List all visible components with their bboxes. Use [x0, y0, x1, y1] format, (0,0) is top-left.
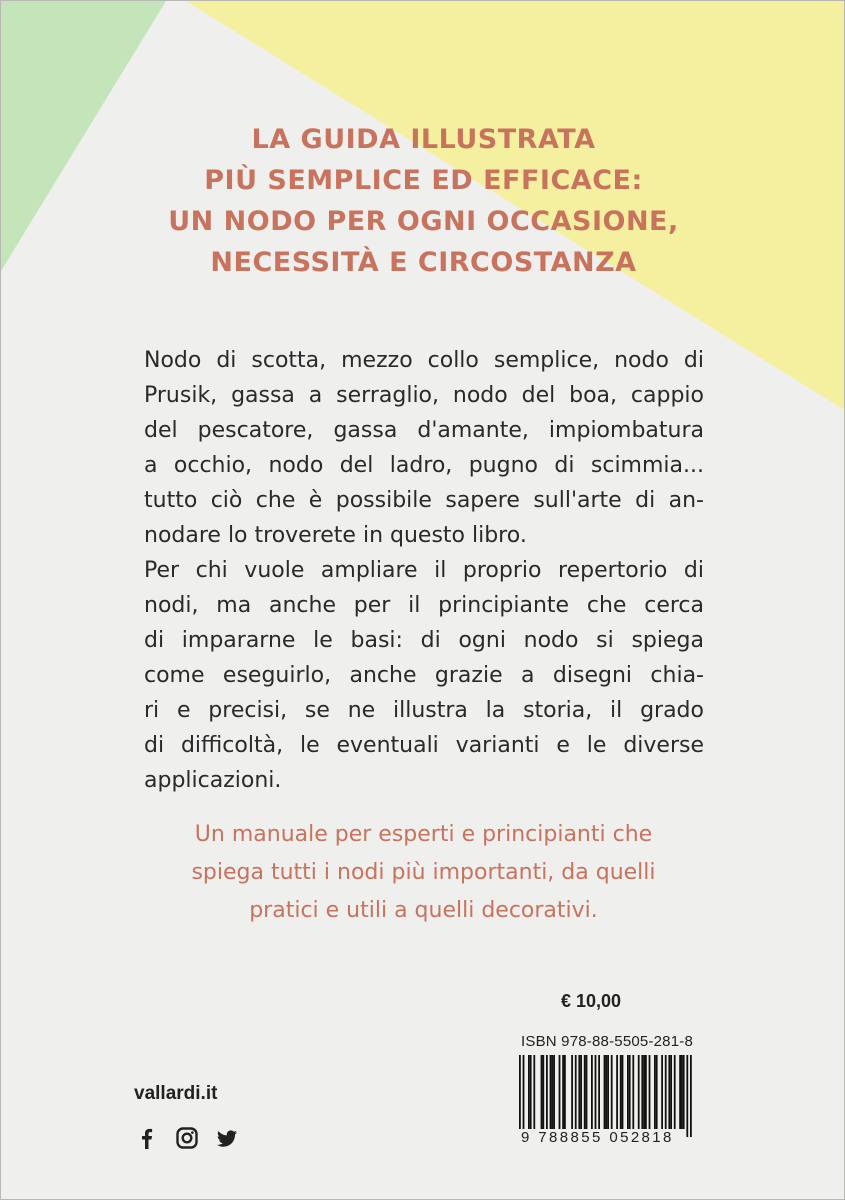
barcode-bar: [627, 1055, 629, 1129]
barcode-bar: [629, 1055, 631, 1129]
description: [144, 343, 704, 798]
barcode-bar: [530, 1055, 532, 1129]
description-line: nodare lo troverete in questo libro.: [144, 523, 527, 548]
description-line: come eseguirlo, anche grazie a disegni chia-: [144, 663, 704, 688]
barcode-bar: [616, 1055, 618, 1129]
description-line: del pescatore, gassa d'amante, impiombatura: [144, 418, 704, 443]
barcode-bar: [578, 1055, 580, 1129]
barcode-bar: [670, 1055, 672, 1129]
barcode: [519, 1055, 697, 1137]
barcode-bar: [645, 1055, 647, 1129]
closing-line: pratici e utili a quelli decorativi.: [249, 898, 598, 923]
barcode-bar: [665, 1055, 667, 1129]
barcode-bar: [641, 1055, 643, 1129]
social-links: [134, 1125, 240, 1151]
description-line: applicazioni.: [144, 768, 282, 793]
barcode-bar: [533, 1055, 535, 1129]
barcode-bar: [690, 1055, 692, 1137]
barcode-bar: [622, 1055, 624, 1129]
description-line: Nodo di scotta, mezzo collo semplice, nodo di: [144, 348, 704, 373]
barcode-bar: [686, 1055, 688, 1137]
twitter-icon[interactable]: [214, 1125, 240, 1151]
barcode-bar: [656, 1055, 658, 1129]
barcode-bar: [586, 1055, 588, 1129]
barcode-bar: [620, 1055, 622, 1129]
headline-line: NECESSITÀ E CIRCOSTANZA: [210, 247, 637, 278]
barcode-bar: [553, 1055, 555, 1129]
barcode-bar: [605, 1055, 607, 1137]
description-line: tutto ciò che è possibile sapere sull'arte di an-: [144, 488, 704, 513]
facebook-icon[interactable]: [134, 1125, 160, 1151]
description-line: di difficoltà, le eventuali varianti e le diverse: [144, 733, 704, 758]
barcode-bar: [643, 1055, 645, 1129]
description-line: nodi, ma anche per il principiante che cerca: [144, 593, 704, 618]
barcode-bar: [679, 1055, 681, 1129]
barcode-bar: [564, 1055, 566, 1129]
barcode-bar: [546, 1055, 548, 1129]
barcode-bar: [541, 1055, 543, 1129]
headline-line: UN NODO PER OGNI OCCASIONE,: [168, 206, 679, 237]
barcode-bar: [607, 1055, 609, 1137]
barcode-bar: [528, 1055, 530, 1129]
closing-statement: [1, 816, 845, 930]
barcode-bar: [611, 1055, 613, 1129]
barcode-bar: [681, 1055, 683, 1129]
barcode-bar: [668, 1055, 670, 1129]
barcode-bar: [649, 1055, 651, 1129]
headline-line: LA GUIDA ILLUSTRATA: [251, 124, 596, 155]
barcode-bar: [580, 1055, 582, 1129]
closing-line: spiega tutti i nodi più importanti, da quelli: [191, 860, 656, 885]
barcode-bar: [559, 1055, 561, 1129]
barcode-bar: [523, 1055, 525, 1137]
instagram-icon[interactable]: [174, 1125, 200, 1151]
barcode-bar: [654, 1055, 656, 1129]
barcode-bar: [542, 1055, 544, 1129]
closing-line: Un manuale per esperti e principianti che: [194, 822, 653, 847]
barcode-bar: [632, 1055, 634, 1129]
headline: [1, 119, 845, 283]
description-line: a occhio, nodo del ladro, pugno di scimmia...: [144, 453, 704, 478]
barcode-bar: [598, 1055, 600, 1129]
description-line: ri e precisi, se ne illustra la storia, il grado: [144, 698, 704, 723]
publisher-website[interactable]: vallardi.it: [134, 1083, 218, 1104]
isbn-label: ISBN 978-88-5505-281-8: [521, 1033, 694, 1050]
barcode-bar: [604, 1055, 606, 1137]
barcode-digits: 9 788855 052818: [521, 1129, 674, 1146]
headline-line: PIÙ SEMPLICE ED EFFICACE:: [204, 165, 643, 196]
description-line: di impararne le basi: di ogni nodo si spiega: [144, 628, 704, 653]
barcode-bar: [550, 1055, 552, 1129]
barcode-bar: [519, 1055, 521, 1137]
barcode-bar: [661, 1055, 663, 1129]
barcode-bar: [595, 1055, 597, 1129]
barcode-bar: [571, 1055, 573, 1129]
barcode-bar: [683, 1055, 685, 1129]
barcode-bar: [638, 1055, 640, 1129]
barcode-bar: [674, 1055, 676, 1129]
description-line: Prusik, gassa a serraglio, nodo del boa, cappio: [144, 383, 704, 408]
barcode-bar: [575, 1055, 577, 1129]
price-label: € 10,00: [561, 991, 622, 1011]
barcode-bar: [562, 1055, 564, 1129]
barcode-bar: [551, 1055, 553, 1129]
description-line: Per chi vuole ampliare il proprio repertorio di: [144, 558, 704, 583]
barcode-bar: [591, 1055, 593, 1129]
barcode-bar: [584, 1055, 586, 1129]
